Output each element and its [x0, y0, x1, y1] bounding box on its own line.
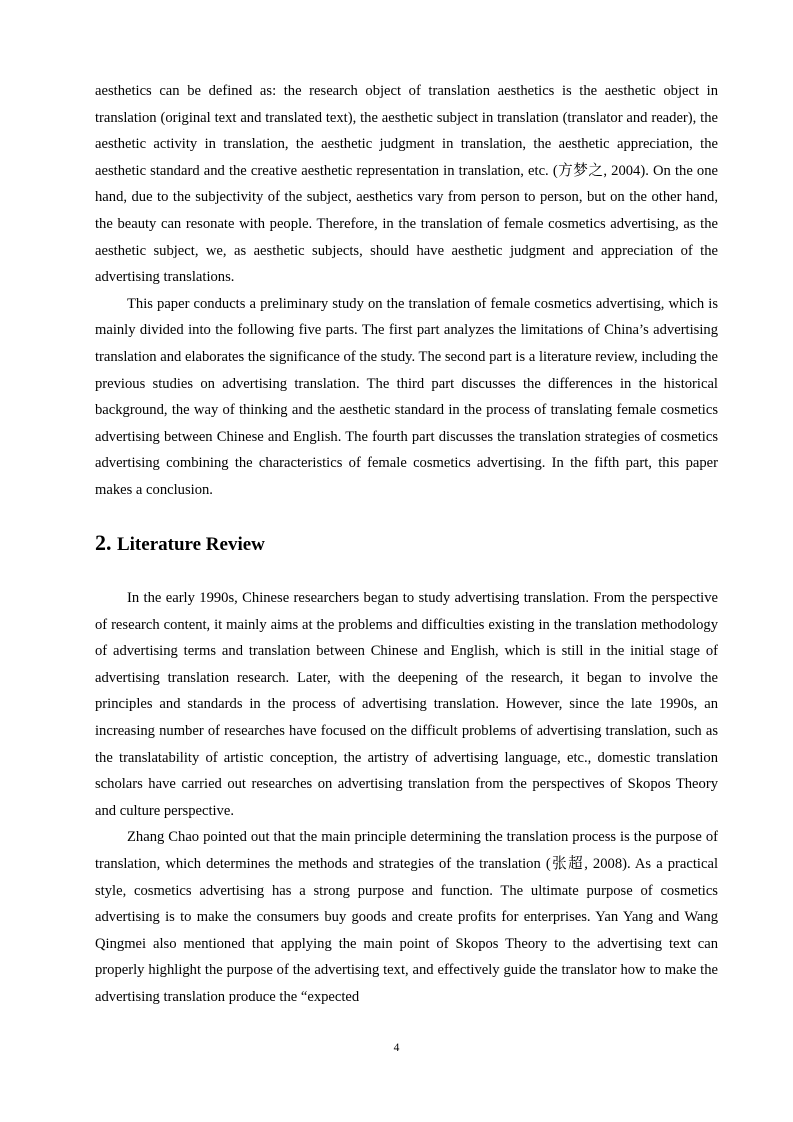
section-title: Literature Review: [116, 534, 265, 555]
paragraph-research-history: In the early 1990s, Chinese researchers began to study advertising translation. From the perspective of research content, it mainly aims at the problems and difficulties existing in the translation methodology of advertising terms and translation between Chinese and English, which is still in the initial stage of advertising translation research. Later, with the deepening of the research, it began to involve the principles and standards in the process of advertising translation. However, since the late 1990s, an increasing number of researches have focused on the difficult problems of advertising translation, such as the translatability of artistic conception, the artistry of advertising language, etc., domestic translation scholars have carried out researches on advertising translation from the perspectives of Skopos Theory and culture perspective.: [95, 590, 718, 819]
section-number: 2.: [95, 530, 112, 555]
top-text-block: [95, 78, 718, 504]
section-heading: [95, 527, 265, 561]
literature-review-text-block: [95, 585, 718, 1011]
paragraph-zhang-chao: Zhang Chao pointed out that the main principle determining the translation process is the purpose of translation, which determines the methods and strategies of the translation (张超, 2008). As a practical style, cosmetics advertising has a strong purpose and function. The ultimate purpose of cosmetics advertising is to make the consumers buy goods and create profits for enterprises. Yan Yang and Wang Qingmei also mentioned that applying the main point of Skopos Theory to the advertising text can properly highlight the purpose of the advertising text, and effectively guide the translator how to make the advertising translation produce the “expected: [95, 829, 718, 1005]
paragraph-paper-structure: This paper conducts a preliminary study on the translation of female cosmetics advertising, which is mainly divided into the following five parts. The first part analyzes the limitations of China’s advertising translation and elaborates the significance of the study. The second part is a literature review, including the previous studies on advertising translation. The third part discusses the differences in the historical background, the way of thinking and the aesthetic standard in the process of translating female cosmetics advertising between Chinese and English. The fourth part discusses the translation strategies of cosmetics advertising combining the characteristics of female cosmetics advertising. In the fifth part, this paper makes a conclusion.: [95, 295, 718, 498]
paragraph-aesthetics-definition: aesthetics can be defined as: the research object of translation aesthetics is the aesthetic object in translation (original text and translated text), the aesthetic subject in translation (translator and reader), the aesthetic activity in translation, the aesthetic judgment in translation, the aesthetic appreciation, the aesthetic standard and the creative aesthetic representation in translation, etc. (方梦之, 2004). On the one hand, due to the subjectivity of the subject, aesthetics vary from person to person, but on the other hand, the beauty can resonate with people. Therefore, in the translation of female cosmetics advertising, as the aesthetic subject, we, as aesthetic subjects, should have aesthetic judgment and appreciation of the advertising translations.: [95, 83, 718, 286]
page-number: 4: [393, 1042, 400, 1054]
